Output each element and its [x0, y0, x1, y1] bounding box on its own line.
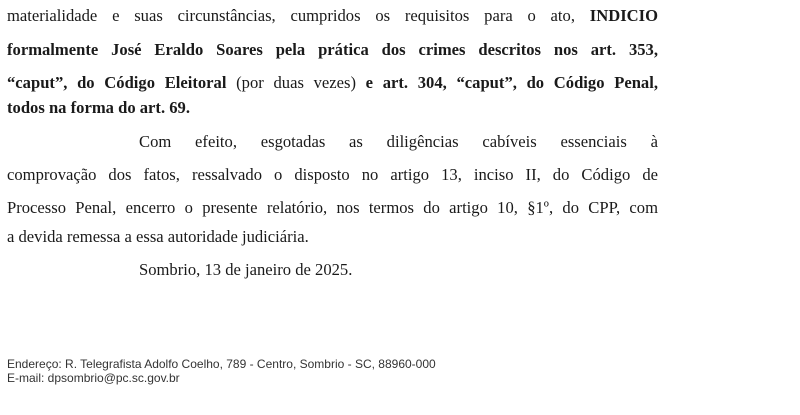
bold-text-run: “caput”, do Código Eleitoral	[7, 73, 237, 92]
paragraph-2-line-3: Processo Penal, encerro o presente relatório, nos termos do artigo 10, §1º, do CPP, com	[7, 198, 658, 217]
paragraph-2-line-4: a devida remessa a essa autoridade judiciária.	[7, 227, 309, 246]
bold-text-run: e art. 304, “caput”, do Código Penal,	[355, 73, 658, 92]
text-run: (por duas vezes)	[236, 73, 356, 92]
place-and-date: Sombrio, 13 de janeiro de 2025.	[139, 260, 353, 279]
bold-text-run: INDICIO	[589, 6, 658, 25]
paragraph-1-line-2: formalmente José Eraldo Soares pela prática dos crimes descritos nos art. 353,	[7, 40, 658, 59]
footer-address: Endereço: R. Telegrafista Adolfo Coelho, 789 - Centro, Sombrio - SC, 88960-000	[7, 357, 436, 371]
paragraph-1-line-1	[7, 5, 658, 27]
paragraph-1-line-4: todos na forma do art. 69.	[7, 98, 190, 117]
text-run: materialidade e suas circunstâncias, cumpridos os requisitos para o ato,	[7, 6, 590, 25]
paragraph-2-line-1: Com efeito, esgotadas as diligências cabíveis essenciais à	[139, 132, 658, 151]
footer-email: E-mail: dpsombrio@pc.sc.gov.br	[7, 371, 180, 385]
paragraph-2-line-2: comprovação dos fatos, ressalvado o disposto no artigo 13, inciso II, do Código de	[7, 165, 658, 184]
paragraph-1-line-3	[7, 72, 658, 94]
